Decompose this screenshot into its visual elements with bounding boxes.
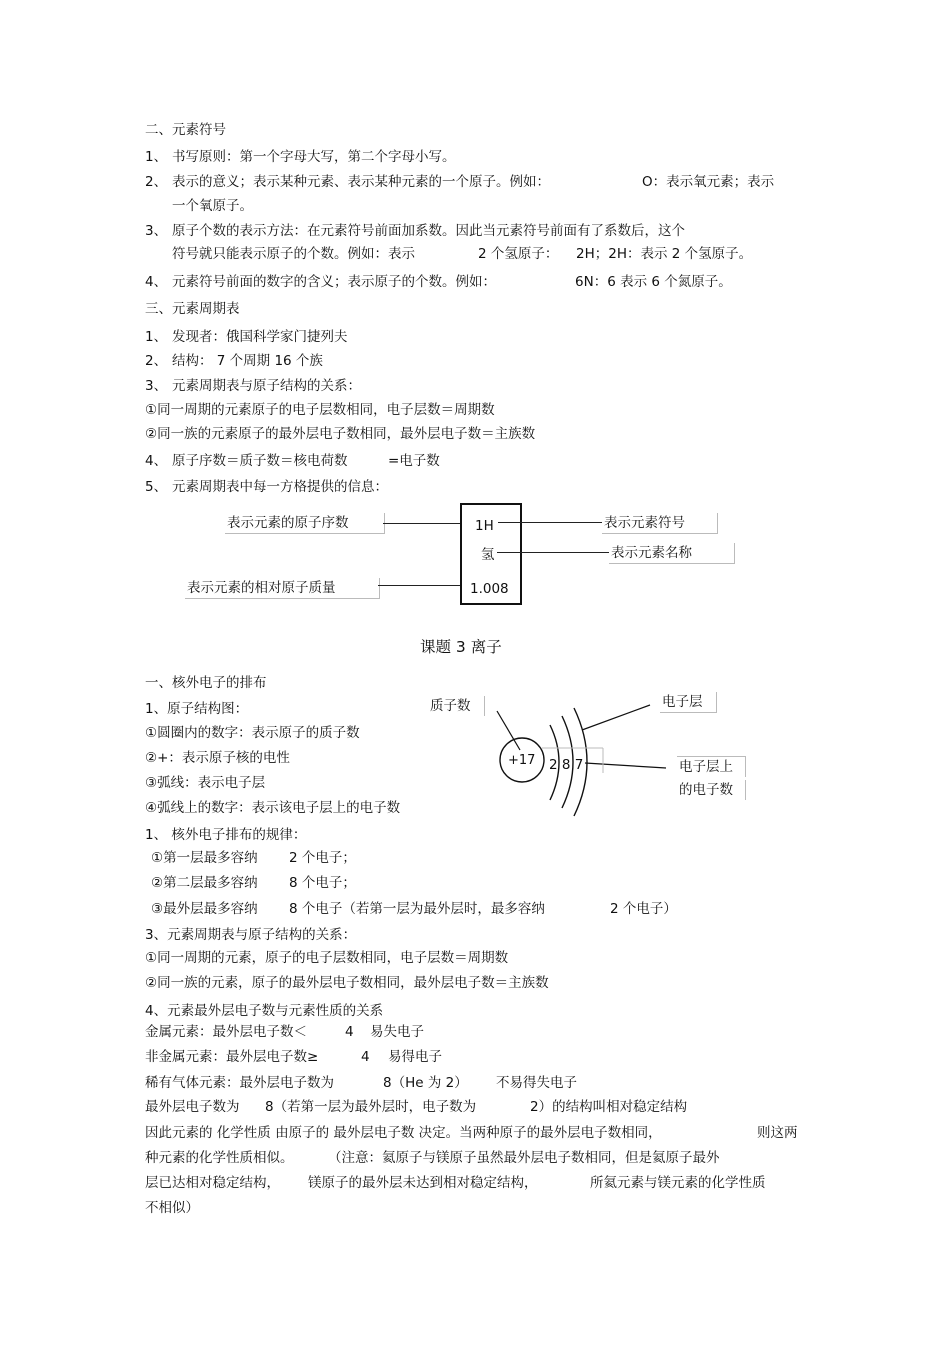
rule-1-b: 2 个电子； — [289, 850, 356, 866]
rule-1-a: ①第一层最多容纳 — [151, 850, 258, 866]
part1-point-3: ③弧线：表示电子层 — [145, 775, 266, 791]
pointer-layer-electrons — [585, 763, 666, 768]
label-layer-electrons-2: 的电子数 — [677, 780, 746, 800]
para-1a: 因此元素的 化学性质 由原子的 最外层电子数 决定。当两种原子的最外层电子数相同， — [145, 1125, 662, 1141]
s2-item2-text-b: O：表示氧元素；表示 — [642, 174, 775, 190]
label-atomic-number: 表示元素的原子序数 — [225, 513, 385, 534]
s2-item4-text-a: 元素符号前面的数字的含义；表示原子的个数。例如： — [172, 274, 496, 290]
rules-heading: 1、 核外电子排布的规律： — [145, 827, 307, 843]
s3-rel-1: ①同一周期的元素原子的电子层数相同，电子层数＝周期数 — [145, 402, 495, 418]
prop-noble-c: 不易得失电子 — [496, 1075, 577, 1091]
connector-mass — [378, 585, 460, 586]
para-3a: 层已达相对稳定结构， — [145, 1175, 280, 1191]
part1-point-2: ②+：表示原子核的电性 — [145, 750, 290, 766]
rel-1: ①同一周期的元素，原子的电子层数相同，电子层数＝周期数 — [145, 950, 509, 966]
s3-item3-text: 元素周期表与原子结构的关系： — [172, 378, 361, 394]
s2-item4-num: 4、 — [145, 274, 168, 290]
pointer-proton — [497, 711, 520, 750]
s2-item1-text: 书写原则：第一个字母大写，第二个字母小写。 — [172, 149, 456, 165]
rel-2: ②同一族的元素，原子的最外层电子数相同，最外层电子数＝主族数 — [145, 975, 549, 991]
part1-point-4: ④弧线上的数字：表示该电子层上的电子数 — [145, 800, 401, 816]
part1-heading: 一、核外电子的排布 — [145, 675, 267, 691]
s2-item3-text-c: 2 个氢原子： — [478, 246, 559, 262]
section3-heading: 三、元素周期表 — [145, 301, 240, 317]
s3-item2-num: 2、 — [145, 353, 168, 369]
label-element-name: 表示元素名称 — [609, 543, 735, 564]
s2-item2-num: 2、 — [145, 174, 168, 190]
para-4: 不相似） — [145, 1200, 199, 1216]
cell-name: 氢 — [481, 547, 495, 563]
lesson-title: 课题 3 离子 — [420, 638, 502, 656]
prop-nonmetal-b: 4 — [361, 1049, 370, 1065]
section2-heading: 二、元素符号 — [145, 122, 226, 138]
s2-item2-text-a: 表示的意义；表示某种元素、表示某种元素的一个原子。例如： — [172, 174, 550, 190]
s3-item4-num: 4、 — [145, 453, 168, 469]
s2-item3-text-d: 2H；2H：表示 2 个氢原子。 — [576, 246, 753, 262]
rel-heading: 3、元素周期表与原子结构的关系： — [145, 927, 357, 943]
rule-3-c: 2 个电子） — [610, 901, 677, 917]
label-proton-count: 质子数 — [428, 696, 485, 716]
cell-symbol: 1H — [475, 518, 494, 534]
prop-noble-a: 稀有气体元素：最外层电子数为 — [145, 1075, 334, 1091]
stable-a: 最外层电子数为 — [145, 1099, 240, 1115]
prop-nonmetal-a: 非金属元素：最外层电子数≥ — [145, 1049, 319, 1065]
stable-b: 8（若第一层为最外层时，电子数为 — [265, 1099, 477, 1115]
s3-item3-num: 3、 — [145, 378, 168, 394]
stable-c: 2）的结构叫相对稳定结构 — [530, 1099, 688, 1115]
s3-item5-num: 5、 — [145, 479, 168, 495]
connector-name — [497, 552, 609, 553]
nucleus-charge: +17 — [508, 753, 536, 768]
rule-3-b: 8 个电子（若第一层为最外层时，最多容纳 — [289, 901, 545, 917]
cell-mass: 1.008 — [470, 581, 509, 597]
rule-2-b: 8 个电子； — [289, 875, 356, 891]
s3-item5-text: 元素周期表中每一方格提供的信息： — [172, 479, 388, 495]
connector-number — [383, 523, 460, 524]
prop-noble-b: 8（He 为 2） — [383, 1075, 468, 1091]
label-electron-layer: 电子层 — [660, 692, 717, 713]
prop-metal-c: 易失电子 — [370, 1024, 424, 1040]
rule-3-a: ③最外层最多容纳 — [151, 901, 258, 917]
s3-item1-text: 发现者：俄国科学家门捷列夫 — [172, 329, 348, 345]
s2-item3-text-b: 符号就只能表示原子的个数。例如：表示 — [172, 246, 415, 262]
s2-item4-text-b: 6N：6 表示 6 个氮原子。 — [575, 274, 732, 290]
s2-item2-text-c: 一个氧原子。 — [172, 198, 253, 214]
s3-item1-num: 1、 — [145, 329, 168, 345]
label-layer-electrons-1: 电子层上 — [677, 756, 746, 777]
shell-electrons: 2 8 7 — [549, 757, 584, 773]
s2-item3-num: 3、 — [145, 223, 168, 239]
connector-symbol — [498, 522, 602, 523]
para-3c: 所氦元素与镁元素的化学性质 — [590, 1175, 766, 1191]
prop-metal-b: 4 — [345, 1024, 354, 1040]
s3-item4-text-b: =电子数 — [388, 453, 440, 469]
s3-rel-2: ②同一族的元素原子的最外层电子数相同，最外层电子数＝主族数 — [145, 426, 536, 442]
para-1b: 则这两 — [757, 1125, 798, 1141]
para-2b: （注意：氦原子与镁原子虽然最外层电子数相同，但是氦原子最外 — [328, 1150, 720, 1166]
label-element-symbol: 表示元素符号 — [602, 513, 718, 534]
s3-item4-text-a: 原子序数＝质子数＝核电荷数 — [172, 453, 348, 469]
s2-item1-num: 1、 — [145, 149, 168, 165]
para-2a: 种元素的化学性质相似。 — [145, 1150, 294, 1166]
label-atomic-mass: 表示元素的相对原子质量 — [185, 578, 380, 599]
prop-nonmetal-c: 易得电子 — [388, 1049, 442, 1065]
part1-sub1: 1、原子结构图： — [145, 701, 249, 717]
prop-metal-a: 金属元素：最外层电子数＜ — [145, 1024, 307, 1040]
para-3b: 镁原子的最外层未达到相对稳定结构， — [308, 1175, 538, 1191]
s3-item2-text: 结构： 7 个周期 16 个族 — [172, 353, 323, 369]
rule-2-a: ②第二层最多容纳 — [151, 875, 258, 891]
pointer-layer — [582, 705, 650, 730]
part1-point-1: ①圆圈内的数字：表示原子的质子数 — [145, 725, 360, 741]
s2-item3-text-a: 原子个数的表示方法：在元素符号前面加系数。因此当元素符号前面有了系数后，这个 — [172, 223, 685, 239]
prop-heading: 4、元素最外层电子数与元素性质的关系 — [145, 1003, 384, 1019]
